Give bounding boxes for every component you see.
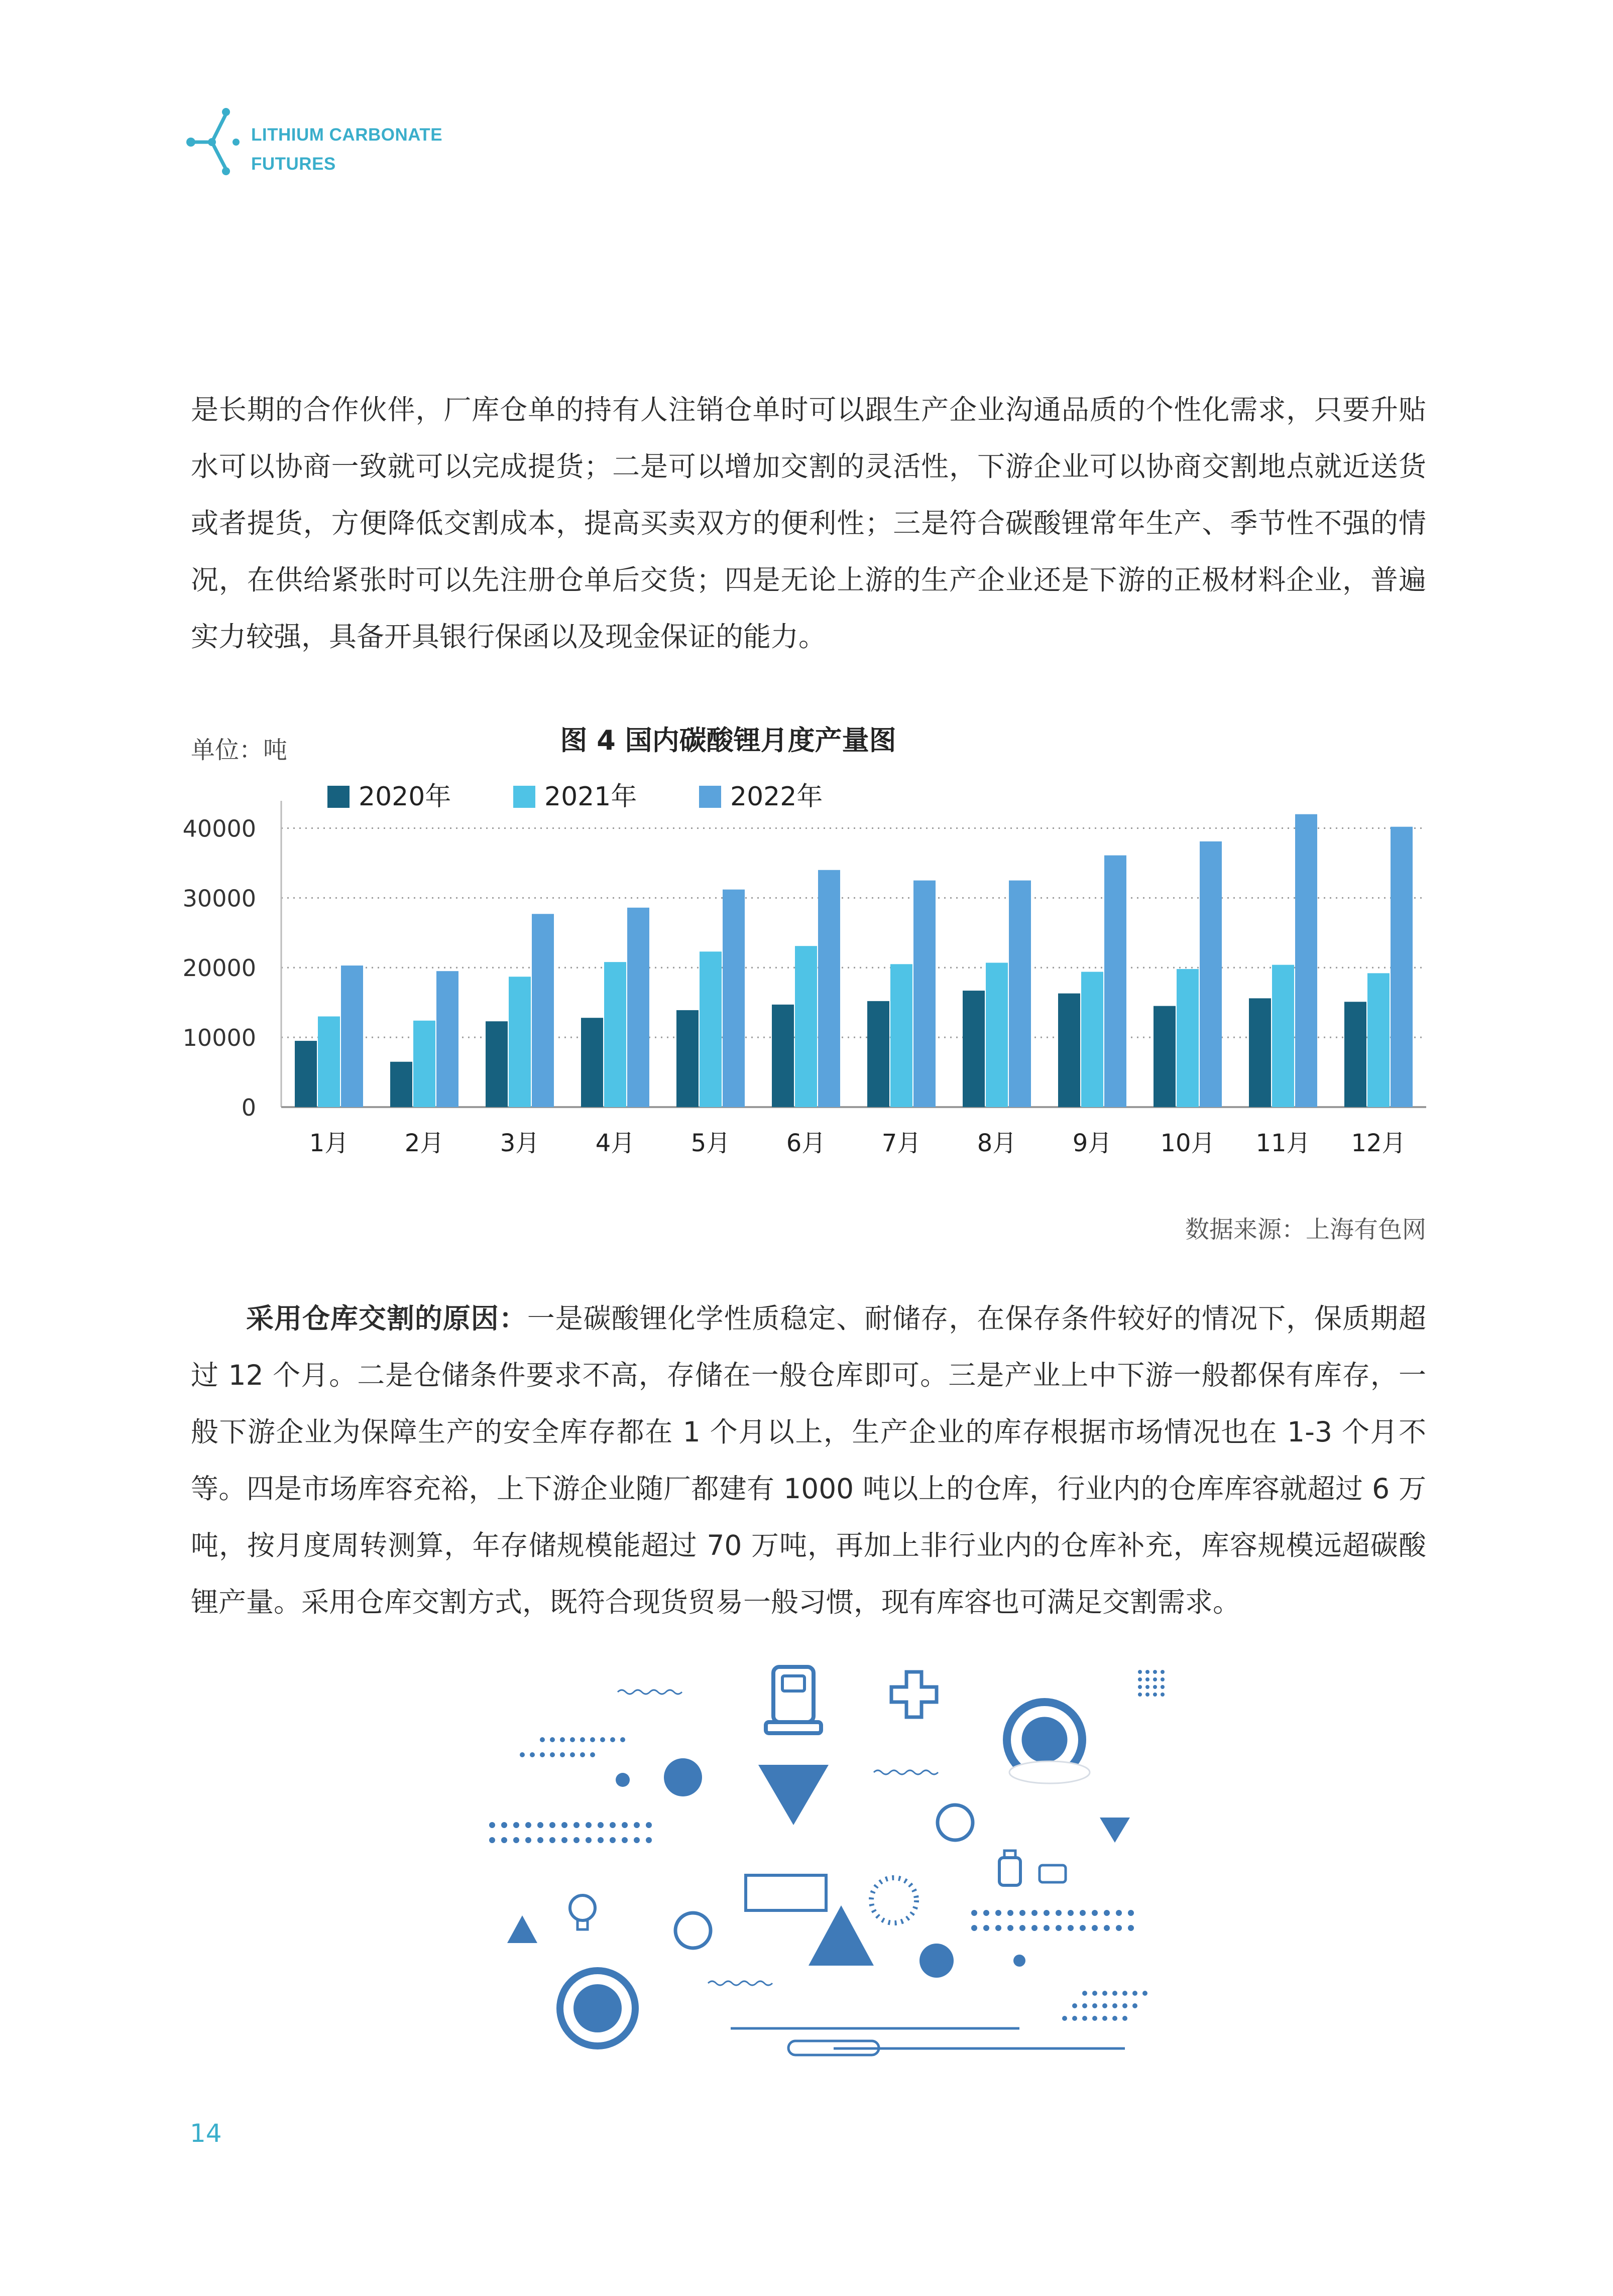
chart-canvas bbox=[166, 718, 1451, 1195]
bar bbox=[963, 991, 985, 1107]
chart-unit-label: 单位：吨 bbox=[191, 736, 288, 764]
data-source: 数据来源：上海有色网 bbox=[1185, 1216, 1426, 1244]
brand-line-1: LITHIUM CARBONATE bbox=[251, 125, 443, 145]
bar bbox=[1272, 965, 1294, 1107]
body-paragraph-1: 是长期的合作伙伴，厂库仓单的持有人注销仓单时可以跟生产企业沟通品质的个性化需求，只要升贴水可以协商一致就可以完成提货；二是可以增加交割的灵活性，下游企业可以协商交割地点就近送货或者提货，方便降低交割成本，提高买卖双方的便利性；三是符合碳酸锂常年生产、季节性不强的情况，在供给紧张时可以先注册仓单后交货；四是无论上游的生产企业还是下游的正极材料企业，普遍实力较强，具备开具银行保函以及现金保证的能力。 bbox=[191, 394, 1426, 653]
y-tick-label: 10000 bbox=[182, 1024, 256, 1052]
production-chart bbox=[166, 718, 1451, 1195]
bar bbox=[1344, 1002, 1366, 1107]
x-tick-label: 6月 bbox=[786, 1129, 826, 1157]
geometric-illustration-icon bbox=[472, 1652, 1175, 2079]
x-tick-label: 7月 bbox=[881, 1129, 921, 1157]
paragraph-lead: 采用仓库交割的原因： bbox=[246, 1302, 527, 1335]
x-tick-label: 9月 bbox=[1072, 1129, 1112, 1157]
x-tick-label: 5月 bbox=[690, 1129, 731, 1157]
x-tick-label: 12月 bbox=[1351, 1129, 1406, 1157]
molecule-icon bbox=[186, 103, 241, 183]
y-tick-label: 40000 bbox=[182, 815, 256, 842]
y-tick-label: 30000 bbox=[182, 885, 256, 912]
bar bbox=[295, 1041, 317, 1107]
bar bbox=[700, 951, 722, 1107]
bar bbox=[436, 971, 458, 1107]
bar bbox=[1295, 814, 1317, 1107]
bar bbox=[723, 890, 745, 1107]
bar bbox=[532, 914, 554, 1107]
bar bbox=[1154, 1006, 1176, 1107]
chart-title: 图 4 国内碳酸锂月度产量图 bbox=[560, 724, 896, 756]
bar bbox=[1249, 998, 1271, 1107]
page-number: 14 bbox=[190, 2119, 222, 2148]
bar bbox=[413, 1021, 435, 1107]
x-tick-label: 10月 bbox=[1160, 1129, 1215, 1157]
bar bbox=[1200, 841, 1222, 1107]
x-tick-label: 8月 bbox=[977, 1129, 1017, 1157]
bar bbox=[890, 964, 912, 1107]
bar bbox=[1391, 827, 1413, 1107]
bar bbox=[1104, 856, 1126, 1107]
bar bbox=[867, 1001, 889, 1107]
bar bbox=[676, 1010, 699, 1107]
legend-swatch-3 bbox=[699, 786, 721, 808]
x-tick-label: 4月 bbox=[595, 1129, 635, 1157]
legend-label-2: 2021年 bbox=[544, 782, 637, 812]
bar bbox=[604, 962, 626, 1107]
bar bbox=[772, 1005, 794, 1107]
y-tick-label: 20000 bbox=[182, 954, 256, 982]
bar bbox=[1367, 973, 1390, 1107]
legend-label-3: 2022年 bbox=[730, 782, 823, 812]
bar bbox=[1177, 969, 1199, 1107]
bar bbox=[627, 908, 649, 1107]
x-tick-label: 3月 bbox=[500, 1129, 540, 1157]
y-tick-label: 0 bbox=[241, 1094, 256, 1121]
bar bbox=[1009, 881, 1031, 1107]
bar bbox=[986, 963, 1008, 1108]
bar bbox=[1058, 994, 1080, 1107]
paragraph-body: 一是碳酸锂化学性质稳定、耐储存，在保存条件较好的情况下，保质期超过 12 个月。二是仓储条件要求不高，存储在一般仓库即可。三是产业上中下游一般都保有库存，一般下游企业为保障生产的安全库存都在 1 个月以上，生产企业的库存根据市场情况也在 1-3 个月不等。四是市场库容充裕，上下游企业随厂都建有 1000 吨以上的仓库，行业内的仓库库容就超过 6 万吨，按月度周转测算，年存储规模能超过 70 万吨，再加上非行业内的仓库补充，库容规模远超碳酸锂产量。采用仓库交割方式，既符合现货贸易一般习惯，现有库容也可满足交割需求。 bbox=[191, 1302, 1426, 1618]
bar bbox=[1081, 972, 1103, 1107]
bar bbox=[390, 1062, 412, 1107]
legend-label-1: 2020年 bbox=[359, 782, 451, 812]
body-paragraph-2 bbox=[191, 1290, 1426, 1631]
bar bbox=[818, 870, 840, 1107]
bar bbox=[581, 1018, 603, 1107]
brand-line-2: FUTURES bbox=[251, 154, 336, 174]
x-tick-label: 11月 bbox=[1255, 1129, 1311, 1157]
legend-swatch-2 bbox=[513, 786, 535, 808]
bar bbox=[341, 965, 363, 1107]
bar bbox=[913, 881, 936, 1107]
legend-swatch-1 bbox=[327, 786, 350, 808]
x-tick-label: 1月 bbox=[309, 1129, 349, 1157]
bar bbox=[486, 1021, 508, 1107]
brand-name bbox=[251, 120, 442, 179]
bar bbox=[318, 1016, 340, 1107]
x-tick-label: 2月 bbox=[404, 1129, 444, 1157]
bar bbox=[795, 946, 817, 1107]
bar bbox=[509, 977, 531, 1107]
